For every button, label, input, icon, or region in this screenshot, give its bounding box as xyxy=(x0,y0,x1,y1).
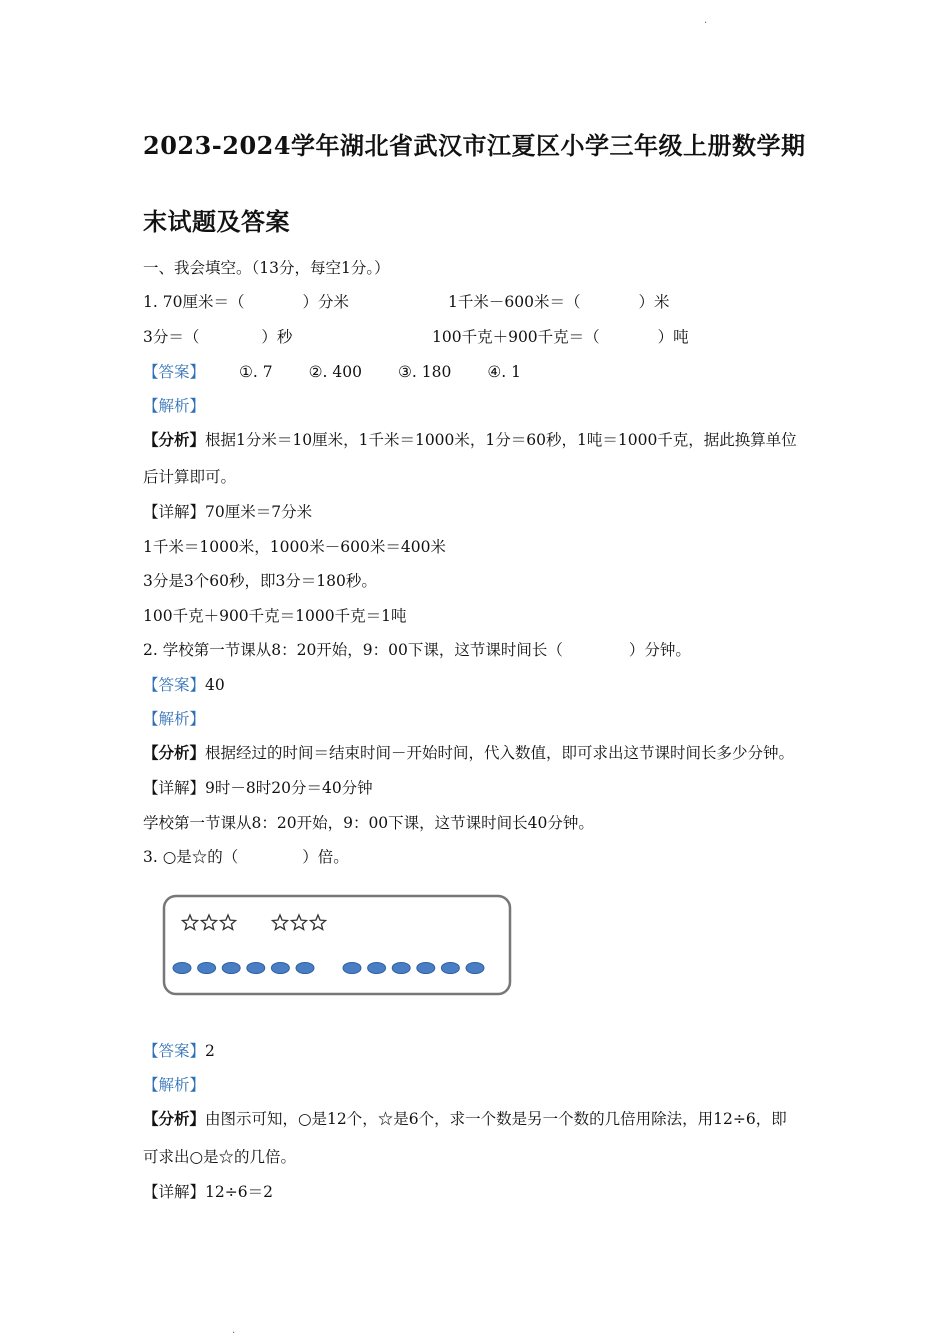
q2-xiangjie-1 xyxy=(143,778,373,798)
fenxi-tag: 【分析】 xyxy=(143,1109,206,1128)
oval-icon xyxy=(222,963,240,974)
q1-b xyxy=(448,292,669,312)
stars-ovals-figure xyxy=(160,892,514,998)
oval-icon xyxy=(343,963,361,974)
q1-xiangjie-3: 3分是3个60秒，即3分＝180秒。 xyxy=(143,572,377,590)
star-group xyxy=(182,915,325,929)
star-icon xyxy=(182,915,197,929)
q3-answer-row xyxy=(143,1041,215,1061)
q2-right: ）分钟。 xyxy=(628,641,691,659)
oval-icon xyxy=(296,963,314,974)
q1-d-left: 100千克＋900千克＝（ xyxy=(432,328,600,346)
q3-answer: 2 xyxy=(205,1042,215,1060)
oval-icon xyxy=(271,963,289,974)
star-icon xyxy=(310,915,325,929)
oval-icon xyxy=(466,963,484,974)
q2-xiangjie-2: 学校第一节课从8：20开始，9：00下课，这节课时间长40分钟。 xyxy=(143,814,594,832)
q1-answer-row xyxy=(143,362,521,382)
answer-tag: 【答案】 xyxy=(143,676,206,694)
q1-answer-1: ①. 7 xyxy=(239,363,273,381)
fenxi-tag: 【分析】 xyxy=(143,743,206,762)
oval-icon xyxy=(198,963,216,974)
oval-icon xyxy=(247,963,265,974)
document-title-line1: 2023-2024学年湖北省武汉市江夏区小学三年级上册数学期 xyxy=(143,131,806,160)
star-icon xyxy=(220,915,235,929)
q2-answer: 40 xyxy=(205,676,225,694)
oval-icon xyxy=(173,963,191,974)
q2-fenxi-text: 根据经过的时间＝结束时间－开始时间，代入数值，即可求出这节课时间长多少分钟。 xyxy=(205,744,795,762)
oval-icon xyxy=(417,963,435,974)
scan-dot: · xyxy=(704,18,708,29)
q3-fenxi-text-1: 由图示可知，○是12个，☆是6个，求一个数是另一个数的几倍用除法，用12÷6，即 xyxy=(205,1110,787,1128)
q1-line-2 xyxy=(143,327,292,347)
q3-xiangjie-1 xyxy=(143,1182,273,1202)
answer-tag: 【答案】 xyxy=(143,363,206,381)
q2-answer-row xyxy=(143,675,225,695)
q1-fenxi-1 xyxy=(143,430,797,450)
q1-answer-4: ④. 1 xyxy=(487,363,521,381)
q1-answer-2: ②. 400 xyxy=(308,363,362,381)
q2-question xyxy=(143,640,691,660)
q2-left: 2. 学校第一节课从8：20开始，9：00下课，这节课时间长（ xyxy=(143,641,563,659)
q3-fenxi-2: 可求出○是☆的几倍。 xyxy=(143,1148,297,1166)
q1-line-1 xyxy=(143,292,349,312)
section-heading: 一、我会填空。（13分，每空1分。） xyxy=(143,259,390,277)
q1-b-left: 1千米－600米＝（ xyxy=(448,293,581,311)
oval-icon xyxy=(392,963,410,974)
q1-fenxi-2: 后计算即可。 xyxy=(143,468,237,486)
oval-icon xyxy=(368,963,386,974)
q1-b-right: ）米 xyxy=(638,293,670,311)
q1-xiangjie-1 xyxy=(143,502,312,522)
q3-left: 3. ○是☆的（ xyxy=(143,848,239,866)
xiangjie-tag: 【详解】 xyxy=(143,779,206,797)
q1-answer-3: ③. 180 xyxy=(397,363,452,381)
fenxi-tag: 【分析】 xyxy=(143,430,206,449)
oval-icon xyxy=(441,963,459,974)
oval-group xyxy=(173,963,484,974)
document-title-line2: 末试题及答案 xyxy=(143,207,290,236)
scan-dot: · xyxy=(232,1328,236,1339)
q1-d xyxy=(432,327,689,347)
xiangjie-tag: 【详解】 xyxy=(143,503,206,521)
q1-fenxi-text-1: 根据1分米＝10厘米，1千米＝1000米，1分＝60秒，1吨＝1000千克，据此换算单位 xyxy=(205,431,797,449)
q3-question xyxy=(143,847,349,867)
q3-fenxi-1 xyxy=(143,1109,787,1129)
q1-a-right: ）分米 xyxy=(302,293,349,311)
figure-frame xyxy=(164,896,510,994)
q1-a-left: 1. 70厘米＝（ xyxy=(143,293,245,311)
q3-xiangjie-text-1: 12÷6＝2 xyxy=(205,1183,273,1201)
q2-xiangjie-text-1: 9时－8时20分＝40分钟 xyxy=(205,779,373,797)
q3-right: ）倍。 xyxy=(302,848,349,866)
q3-jiexi-tag: 【解析】 xyxy=(143,1076,206,1094)
q1-c-left: 3分＝（ xyxy=(143,328,200,346)
q2-jiexi-tag: 【解析】 xyxy=(143,710,206,728)
star-icon xyxy=(272,915,287,929)
xiangjie-tag: 【详解】 xyxy=(143,1183,206,1201)
star-icon xyxy=(291,915,306,929)
q1-xiangjie-4: 100千克＋900千克＝1000千克＝1吨 xyxy=(143,607,407,625)
q1-d-right: ）吨 xyxy=(657,328,689,346)
answer-tag: 【答案】 xyxy=(143,1042,206,1060)
q1-xiangjie-text-1: 70厘米＝7分米 xyxy=(205,503,313,521)
q1-jiexi-tag: 【解析】 xyxy=(143,397,206,415)
q1-xiangjie-2: 1千米＝1000米，1000米－600米＝400米 xyxy=(143,538,446,556)
q2-fenxi xyxy=(143,743,794,763)
q1-c-right: ）秒 xyxy=(261,328,293,346)
star-icon xyxy=(201,915,216,929)
